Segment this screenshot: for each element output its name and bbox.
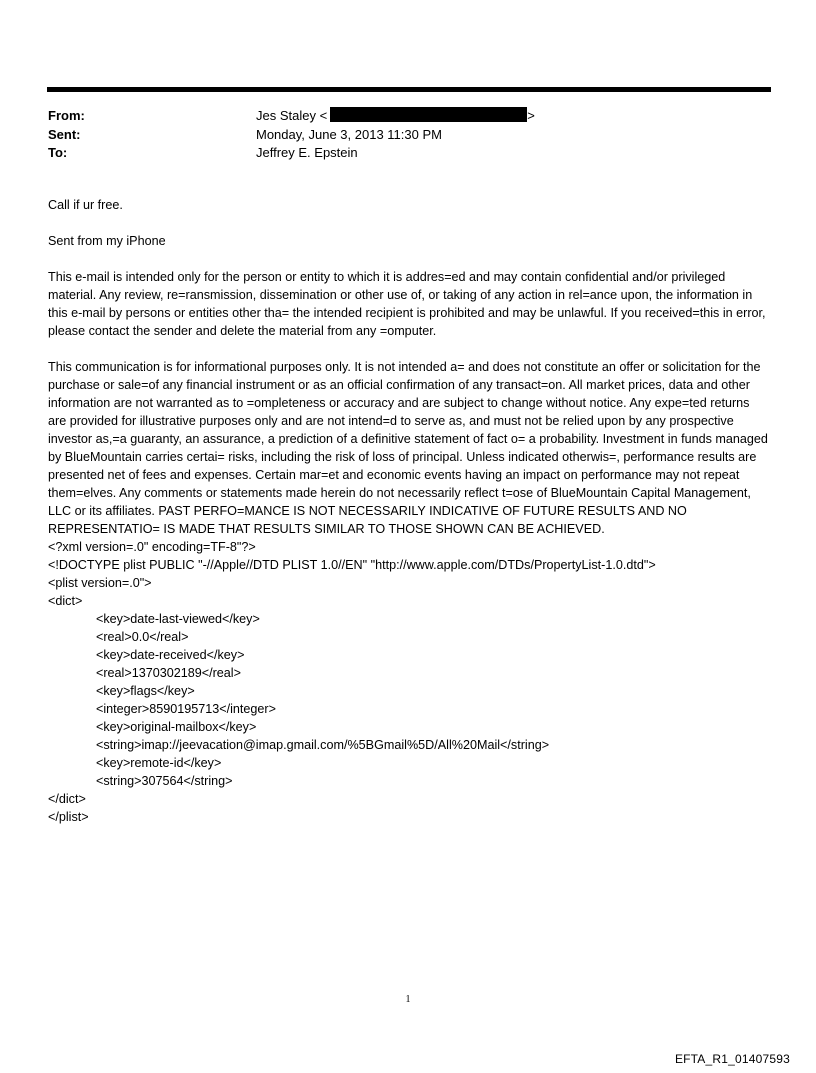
body-line-call: Call if ur free.: [48, 198, 123, 212]
plist-entry: <key>date-received</key>: [96, 648, 245, 662]
sent-row: [48, 126, 768, 145]
plist-dict-close: </dict>: [48, 792, 86, 806]
plist-entry: <real>0.0</real>: [96, 630, 189, 644]
disclaimer-confidentiality: This e-mail is intended only for the person or entity to which it is addres=ed and may contain confidential and/or privileged material. Any review, re=ransmission, dissemination or other use of, or taking of any action in rel=ance upon, the information in this e-mail by persons or entities other tha= the intended recipient is prohibited and may be unlawful. If you received=this in error, please contact the sender and delete the material from any =omputer.: [48, 270, 766, 338]
plist-block: [48, 538, 770, 826]
to-value: Jeffrey E. Epstein: [256, 145, 358, 160]
from-label: From:: [48, 108, 85, 123]
plist-entry: <key>remote-id</key>: [96, 756, 222, 770]
plist-xml-declaration: <?xml version=.0" encoding=TF-8"?>: [48, 540, 256, 554]
from-name: Jes Staley <: [256, 108, 328, 123]
body-line-signature: Sent from my iPhone: [48, 234, 166, 248]
from-suffix: >: [527, 108, 535, 123]
plist-open-tag: <plist version=.0">: [48, 576, 152, 590]
plist-entry: <key>date-last-viewed</key>: [96, 612, 260, 626]
email-header: [48, 107, 768, 163]
plist-dict-open: <dict>: [48, 594, 83, 608]
from-value: [256, 107, 535, 125]
to-label: To:: [48, 145, 68, 160]
plist-entry: <key>flags</key>: [96, 684, 195, 698]
disclaimer-informational: This communication is for informational purposes only. It is not intended a= and does not constitute an offer or solicitation for the purchase or sale=of any financial instrument or as an official confirmation of any transact=on. All market prices, data and other information are not warranted as to =ompleteness or accuracy and are subject to change without notice. Any expe=ted returns are provided for illustrative purposes only and are not intend=d to serve as, and must not be relied upon by any prospective investor as,=a guaranty, an assurance, a prediction of a definitive statement of fact o= a probability. Investment in funds managed by BlueMountain carries certai= risks, including the risk of loss of principal. Unless indicated otherwis=, performance results are presented net of fees and expenses. Certain mar=et and economic events having an impact on performance may not repeat them=elves. Any comments or statements made herein do not necessarily reflect t=ose of BlueMountain Capital Management, LLC or its affiliates. PAST PERFO=MANCE IS NOT NECESSARILY INDICATIVE OF FUTURE RESULTS AND NO REPRESENTATIO= IS MADE THAT RESULTS SIMILAR TO THOSE SHOWN CAN BE ACHIEVED.: [48, 360, 768, 536]
plist-entry: <string>imap://jeevacation@imap.gmail.com/%5BGmail%5D/All%20Mail</string>: [96, 738, 550, 752]
plist-entry: <key>original-mailbox</key>: [96, 720, 257, 734]
plist-entry: <integer>8590195713</integer>: [96, 702, 276, 716]
plist-entry: <string>307564</string>: [96, 774, 233, 788]
plist-entry: <real>1370302189</real>: [96, 666, 241, 680]
page-number: 1: [405, 994, 411, 1005]
to-row: [48, 144, 768, 163]
sent-value: Monday, June 3, 2013 11:30 PM: [256, 126, 442, 142]
redaction-box: [330, 107, 527, 122]
email-body: [48, 196, 770, 826]
sent-label: Sent:: [48, 126, 81, 142]
from-row: [48, 107, 768, 126]
plist-doctype: <!DOCTYPE plist PUBLIC "-//Apple//DTD PLIST 1.0//EN" "http://www.apple.com/DTDs/PropertyList-1.0.dtd">: [48, 558, 656, 572]
plist-close-tag: </plist>: [48, 810, 89, 824]
document-id: EFTA_R1_01407593: [674, 1052, 790, 1066]
top-rule: [47, 87, 771, 92]
